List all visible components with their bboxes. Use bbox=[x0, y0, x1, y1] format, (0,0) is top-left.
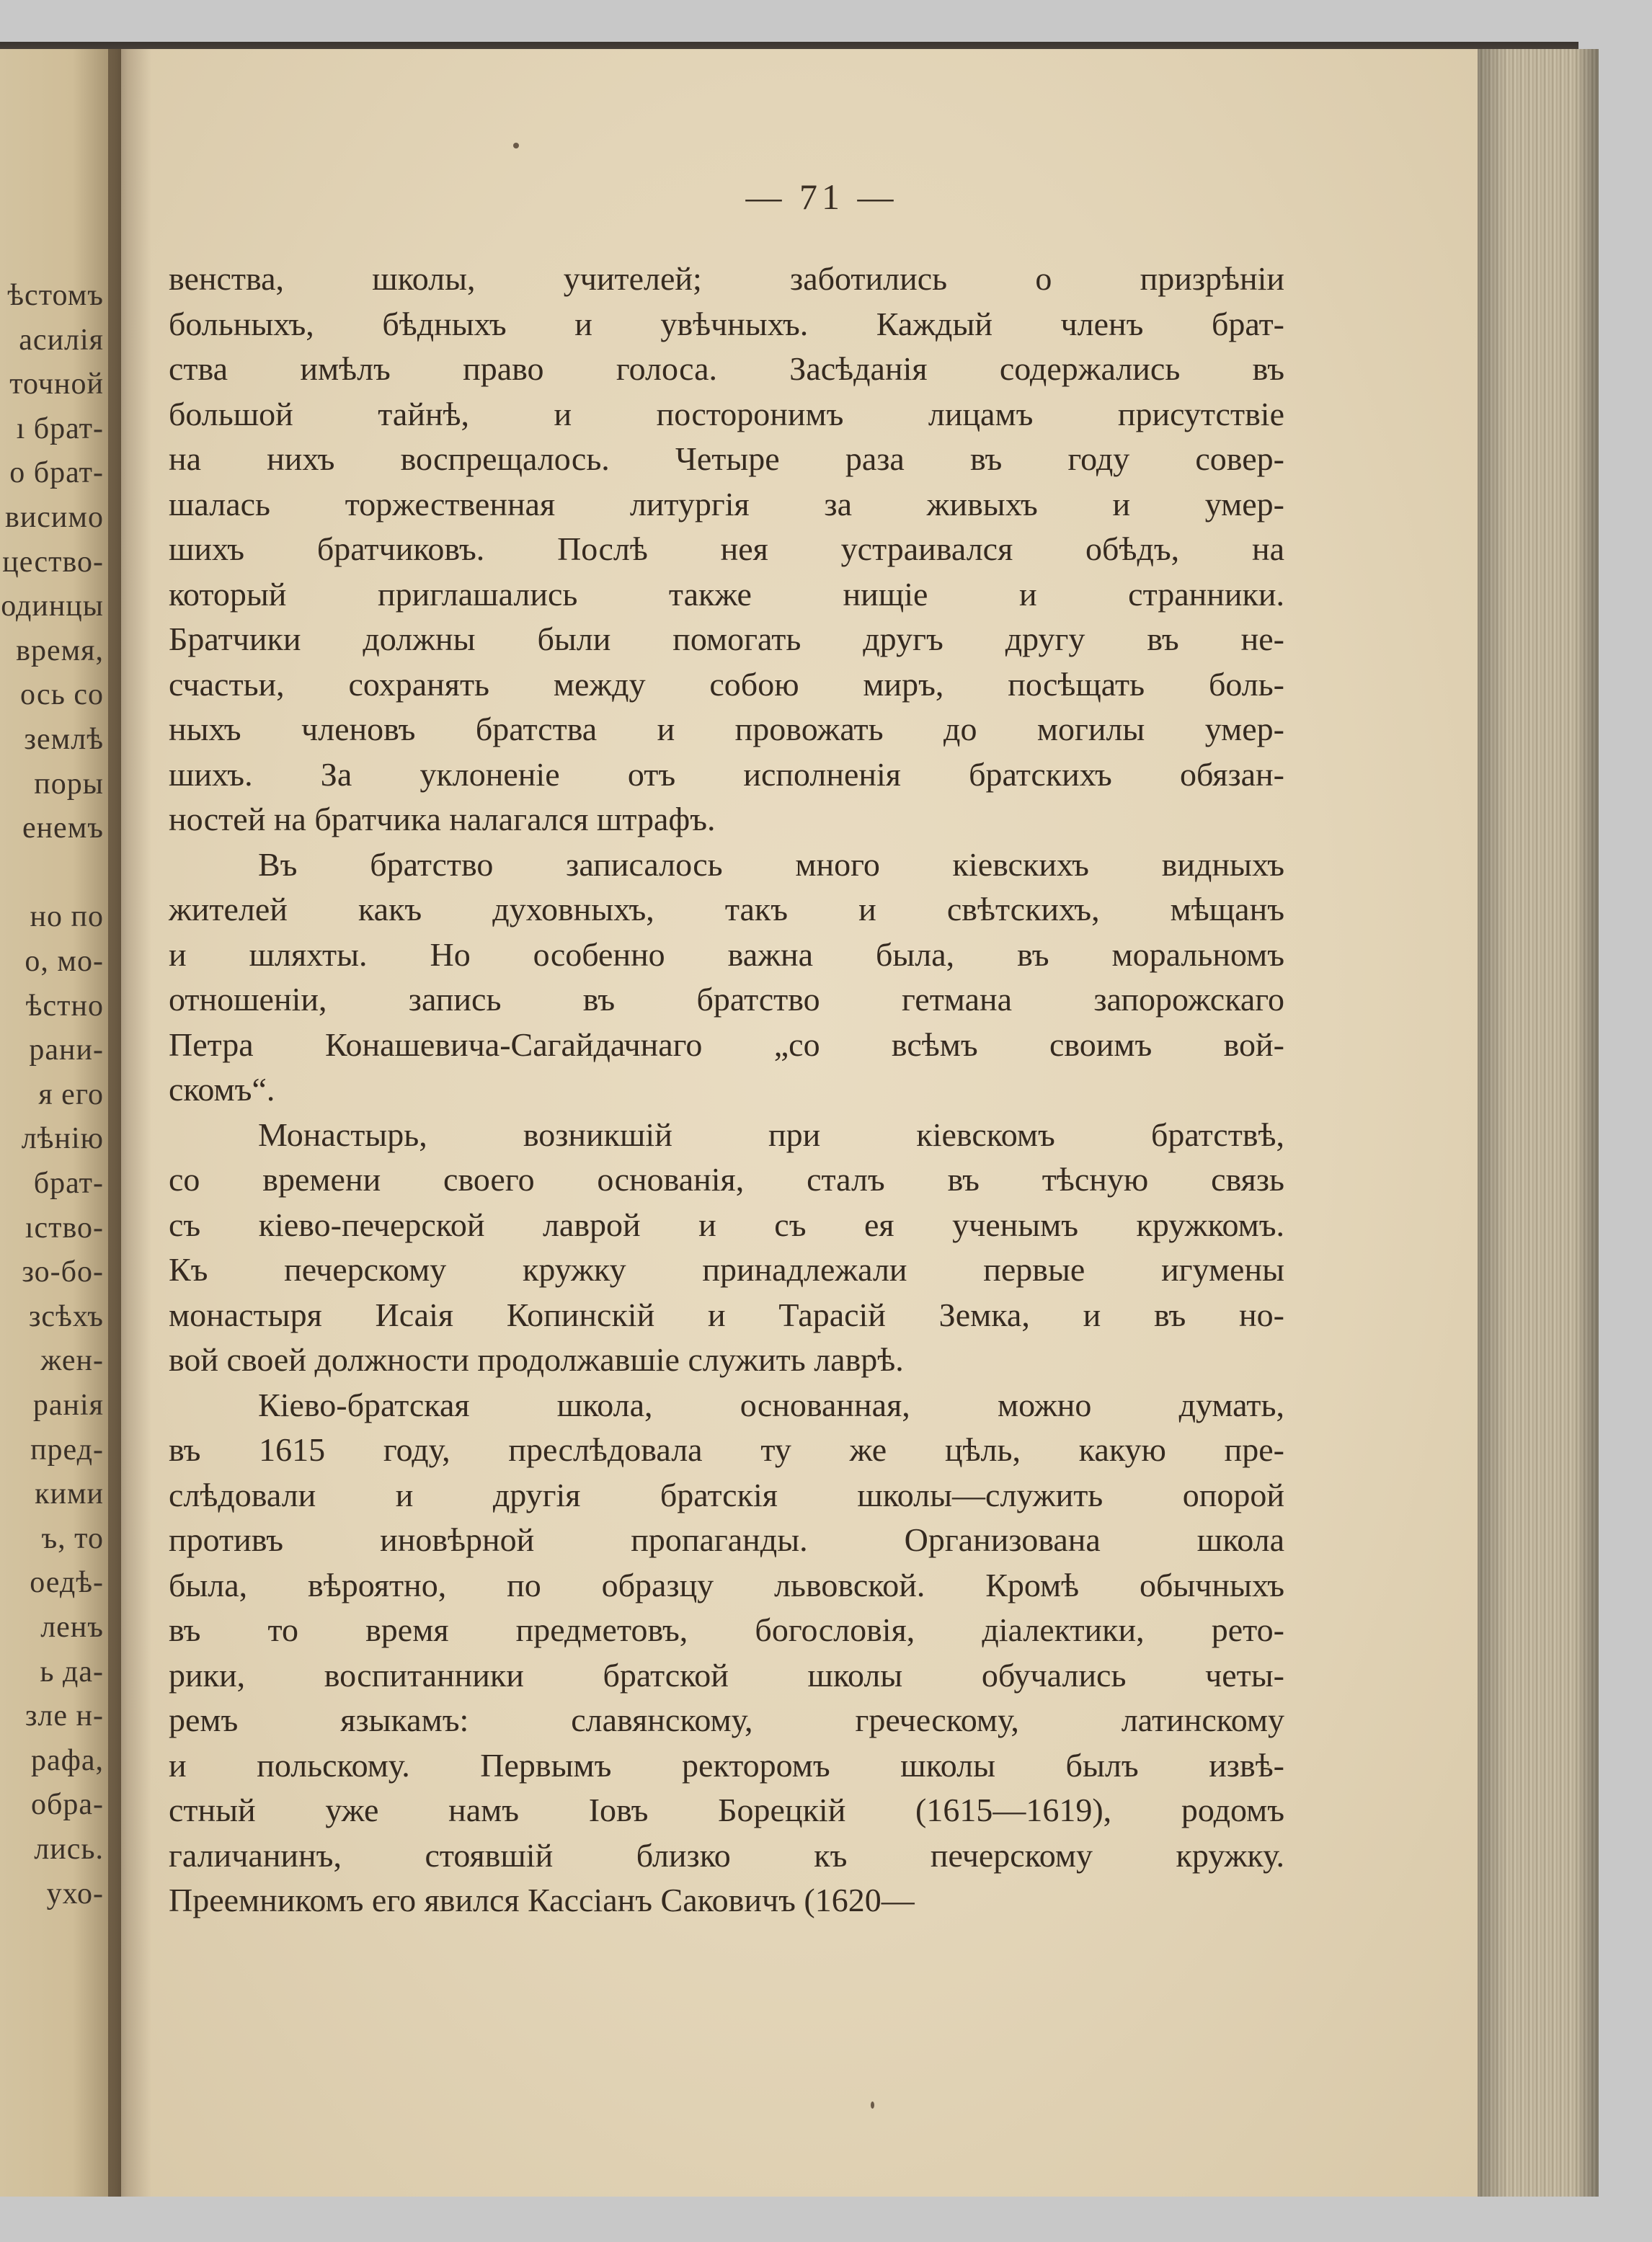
paragraph bbox=[169, 1383, 1284, 1923]
text-line: Петра Конашевича-Сагайдачнаго „со всѣмъ своимъ вой- bbox=[169, 1026, 1284, 1063]
text-line: монастыря Исаія Копинскій и Тарасій Земка, и въ но- bbox=[169, 1296, 1284, 1333]
text-line: и шляхты. Но особенно важна была, въ моральномъ bbox=[169, 935, 1284, 973]
left-page-line: рани- bbox=[29, 1033, 104, 1067]
text-line: рики, воспитанники братской школы обучались четы- bbox=[169, 1656, 1284, 1694]
text-line: шихъ. За уклоненіе отъ исполненія братскихъ обязан- bbox=[169, 755, 1284, 793]
left-page-line: обра- bbox=[31, 1788, 104, 1822]
text-line: въ 1615 году, преслѣдовала ту же цѣль, какую пре- bbox=[169, 1431, 1284, 1468]
left-page-line: ı брат- bbox=[16, 412, 104, 445]
left-page-fragment bbox=[0, 49, 121, 2197]
main-page bbox=[121, 49, 1478, 2197]
text-line: Къ печерскому кружку принадлежали первые игумены bbox=[169, 1251, 1284, 1288]
left-page-line: ѣстомъ bbox=[7, 279, 104, 312]
text-line: Въ братство записалось много кіевскихъ видныхъ bbox=[258, 845, 1284, 883]
text-line: счастьи, сохранять между собою миръ, посѣщать боль- bbox=[169, 665, 1284, 703]
text-line: Братчики должны были помогать другъ другу въ не- bbox=[169, 620, 1284, 657]
left-page-line: брат- bbox=[33, 1167, 104, 1200]
left-page-line: оедѣ- bbox=[30, 1566, 104, 1600]
text-line: отношеніи, запись въ братство гетмана запорожскаго bbox=[169, 981, 1284, 1018]
gutter-shadow bbox=[108, 49, 151, 2197]
left-page-line: ось со bbox=[20, 678, 104, 712]
left-page-line: пред- bbox=[30, 1433, 104, 1467]
paragraph bbox=[169, 1113, 1284, 1383]
left-page-line: ухо- bbox=[46, 1877, 104, 1910]
paper-speck bbox=[513, 143, 519, 148]
text-line: слѣдовали и другія братскія школы—служить опорой bbox=[169, 1476, 1284, 1513]
left-page-line: ѣстно bbox=[25, 989, 104, 1023]
page-number: — 71 — bbox=[745, 177, 898, 217]
text-line: шихъ братчиковъ. Послѣ нея устраивался обѣдъ, на bbox=[169, 530, 1284, 567]
text-line: Кіево-братская школа, основанная, можно думать, bbox=[258, 1386, 1284, 1423]
left-page-line: поры bbox=[34, 767, 104, 801]
text-line: ства имѣлъ право голоса. Засѣданія содержались въ bbox=[169, 350, 1284, 387]
text-line: стный уже намъ Іовъ Борецкій (1615—1619), родомъ bbox=[169, 1792, 1284, 1828]
left-page-line: зо-бо- bbox=[22, 1255, 104, 1289]
text-line: на нихъ воспрещалось. Четыре раза въ году совер- bbox=[169, 440, 1284, 477]
left-page-line: енемъ bbox=[22, 811, 104, 845]
left-page-line: жен- bbox=[40, 1344, 104, 1378]
left-page-line: асилія bbox=[19, 323, 104, 357]
left-page-line: лѣнію bbox=[21, 1122, 104, 1156]
left-page-line: но по bbox=[30, 900, 104, 934]
left-page-line: ъ, то bbox=[41, 1521, 104, 1555]
left-page-line: одинцы bbox=[1, 590, 104, 623]
page-body-text bbox=[169, 257, 1284, 1923]
text-line: Монастырь, возникшій при кіевскомъ братствѣ, bbox=[258, 1116, 1284, 1153]
text-line: жителей какъ духовныхъ, такъ и свѣтскихъ, мѣщанъ bbox=[169, 891, 1284, 928]
paragraph bbox=[169, 257, 1284, 842]
text-line: съ кіево-печерской лаврой и съ ея ученымъ кружкомъ. bbox=[169, 1206, 1284, 1243]
left-page-line: кими bbox=[35, 1477, 104, 1511]
text-line: галичанинъ, стоявшій близко къ печерскому кружку. bbox=[169, 1836, 1284, 1874]
text-line: противъ иновѣрной пропаганды. Организована школа bbox=[169, 1521, 1284, 1558]
text-line: большой тайнѣ, и посторонимъ лицамъ присутствіе bbox=[169, 395, 1284, 432]
left-page-line: я его bbox=[38, 1077, 104, 1111]
left-page-line: ленъ bbox=[40, 1611, 104, 1644]
left-page-line: ранія bbox=[32, 1389, 104, 1422]
left-page-line: рафа, bbox=[31, 1743, 104, 1777]
text-line: который приглашались также нищіе и странники. bbox=[169, 575, 1284, 613]
text-line: венства, школы, учителей; заботились о призрѣніи bbox=[169, 260, 1284, 297]
paragraph bbox=[169, 842, 1284, 1113]
left-page-line: лись. bbox=[34, 1833, 104, 1866]
left-page-line: зле н- bbox=[25, 1699, 104, 1733]
text-line: больныхъ, бѣдныхъ и увѣчныхъ. Каждый членъ брат- bbox=[169, 305, 1284, 342]
paper-speck bbox=[871, 2101, 874, 2109]
left-page-line: землѣ bbox=[24, 723, 104, 756]
left-page-line: время, bbox=[16, 633, 104, 667]
text-line: скомъ“. bbox=[169, 1071, 275, 1108]
left-page-line: о брат- bbox=[9, 456, 104, 490]
text-line: была, вѣроятно, по образцу львовской. Кромѣ обычныхъ bbox=[169, 1566, 1284, 1603]
text-line: ностей на братчика налагался штрафъ. bbox=[169, 801, 716, 837]
text-line: шалась торжественная литургія за живыхъ и умер- bbox=[169, 485, 1284, 522]
text-line: Преемникомъ его явился Кассіанъ Саковичъ (1620— bbox=[169, 1882, 915, 1918]
text-line: ремъ языкамъ: славянскому, греческому, латинскому bbox=[169, 1701, 1284, 1738]
left-page-line: висимо bbox=[4, 501, 104, 534]
left-page-line: о, мо- bbox=[25, 945, 104, 978]
text-line: со времени своего основанія, сталъ въ тѣсную связь bbox=[169, 1161, 1284, 1198]
left-page-line: ıство- bbox=[25, 1211, 104, 1245]
left-page-line: ь да- bbox=[40, 1655, 104, 1689]
text-line: въ то время предметовъ, богословія, діалектики, рето- bbox=[169, 1611, 1284, 1648]
text-line: ныхъ членовъ братства и провожать до могилы умер- bbox=[169, 711, 1284, 747]
left-page-line: цество- bbox=[2, 545, 104, 579]
book-scan bbox=[0, 49, 1599, 2197]
page-edges-stack bbox=[1478, 49, 1599, 2197]
text-line: и польскому. Первымъ ректоромъ школы былъ извѣ- bbox=[169, 1746, 1284, 1784]
left-page-line: зсѣхъ bbox=[28, 1299, 104, 1333]
left-page-line: точной bbox=[9, 368, 104, 401]
text-line: вой своей должности продолжавшіе служить лаврѣ. bbox=[169, 1341, 904, 1378]
